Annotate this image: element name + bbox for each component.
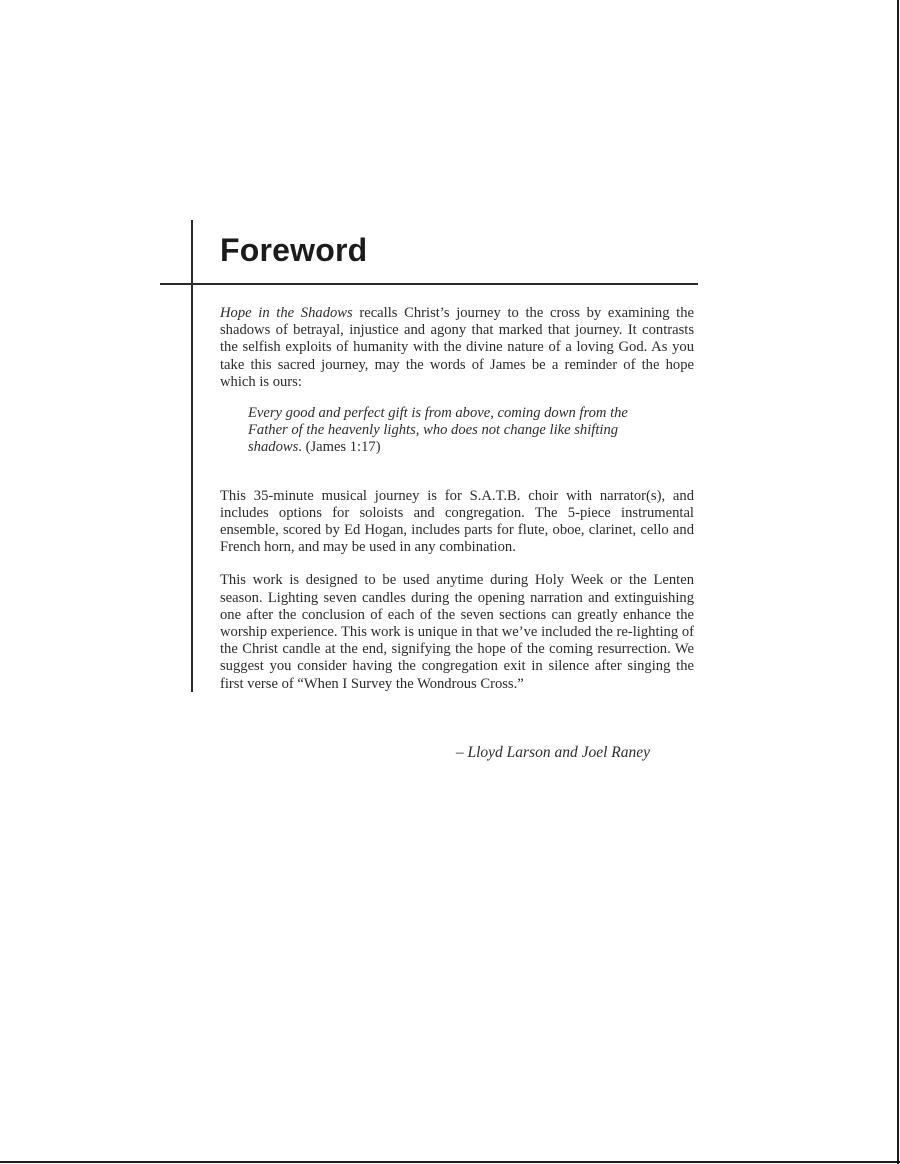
vertical-rule (191, 220, 193, 692)
horizontal-rule (160, 283, 698, 285)
work-title: Hope in the Shadows (220, 305, 353, 321)
scripture-quote (248, 405, 666, 457)
intro-paragraph (220, 305, 694, 391)
intro-text: recalls Christ’s journey to the cross by examining the shadows of betrayal, injustice and agony that marked that journey. It contrasts the selfish exploits of humanity with the divine nature of a loving God. As you take this sacred journey, may the words of James be a reminder of the hope which is ours: (220, 305, 694, 390)
page-edge-bottom (0, 1161, 900, 1163)
quote-citation: . (James 1:17) (298, 439, 381, 456)
usage-paragraph: This work is designed to be used anytime during Holy Week or the Lenten season. Lighting seven candles during the opening narration and extinguishing one after the conclusion of each of the seven sections can greatly enhance the worship experience. This work is unique in that we’ve included the re-lighting of the Christ candle at the end, signifying the hope of the coming resurrection. We suggest you consider having the congregation exit in silence after singing the first verse of “When I Survey the Wondrous Cross.” (220, 572, 694, 692)
foreword-body (220, 305, 694, 693)
page-edge-right (897, 0, 899, 1164)
quote-text: Every good and perfect gift is from above, coming down from the Father of the heavenly lights, who does not change like shifting shadows (248, 405, 628, 456)
instrumentation-paragraph: This 35-minute musical journey is for S.A.T.B. choir with narrator(s), and includes options for soloists and congregation. The 5-piece instrumental ensemble, scored by Ed Hogan, includes parts for flute, oboe, clarinet, cello and French horn, and may be used in any combination. (220, 487, 694, 556)
page-title: Foreword (220, 232, 368, 268)
author-signature: – Lloyd Larson and Joel Raney (455, 744, 650, 761)
